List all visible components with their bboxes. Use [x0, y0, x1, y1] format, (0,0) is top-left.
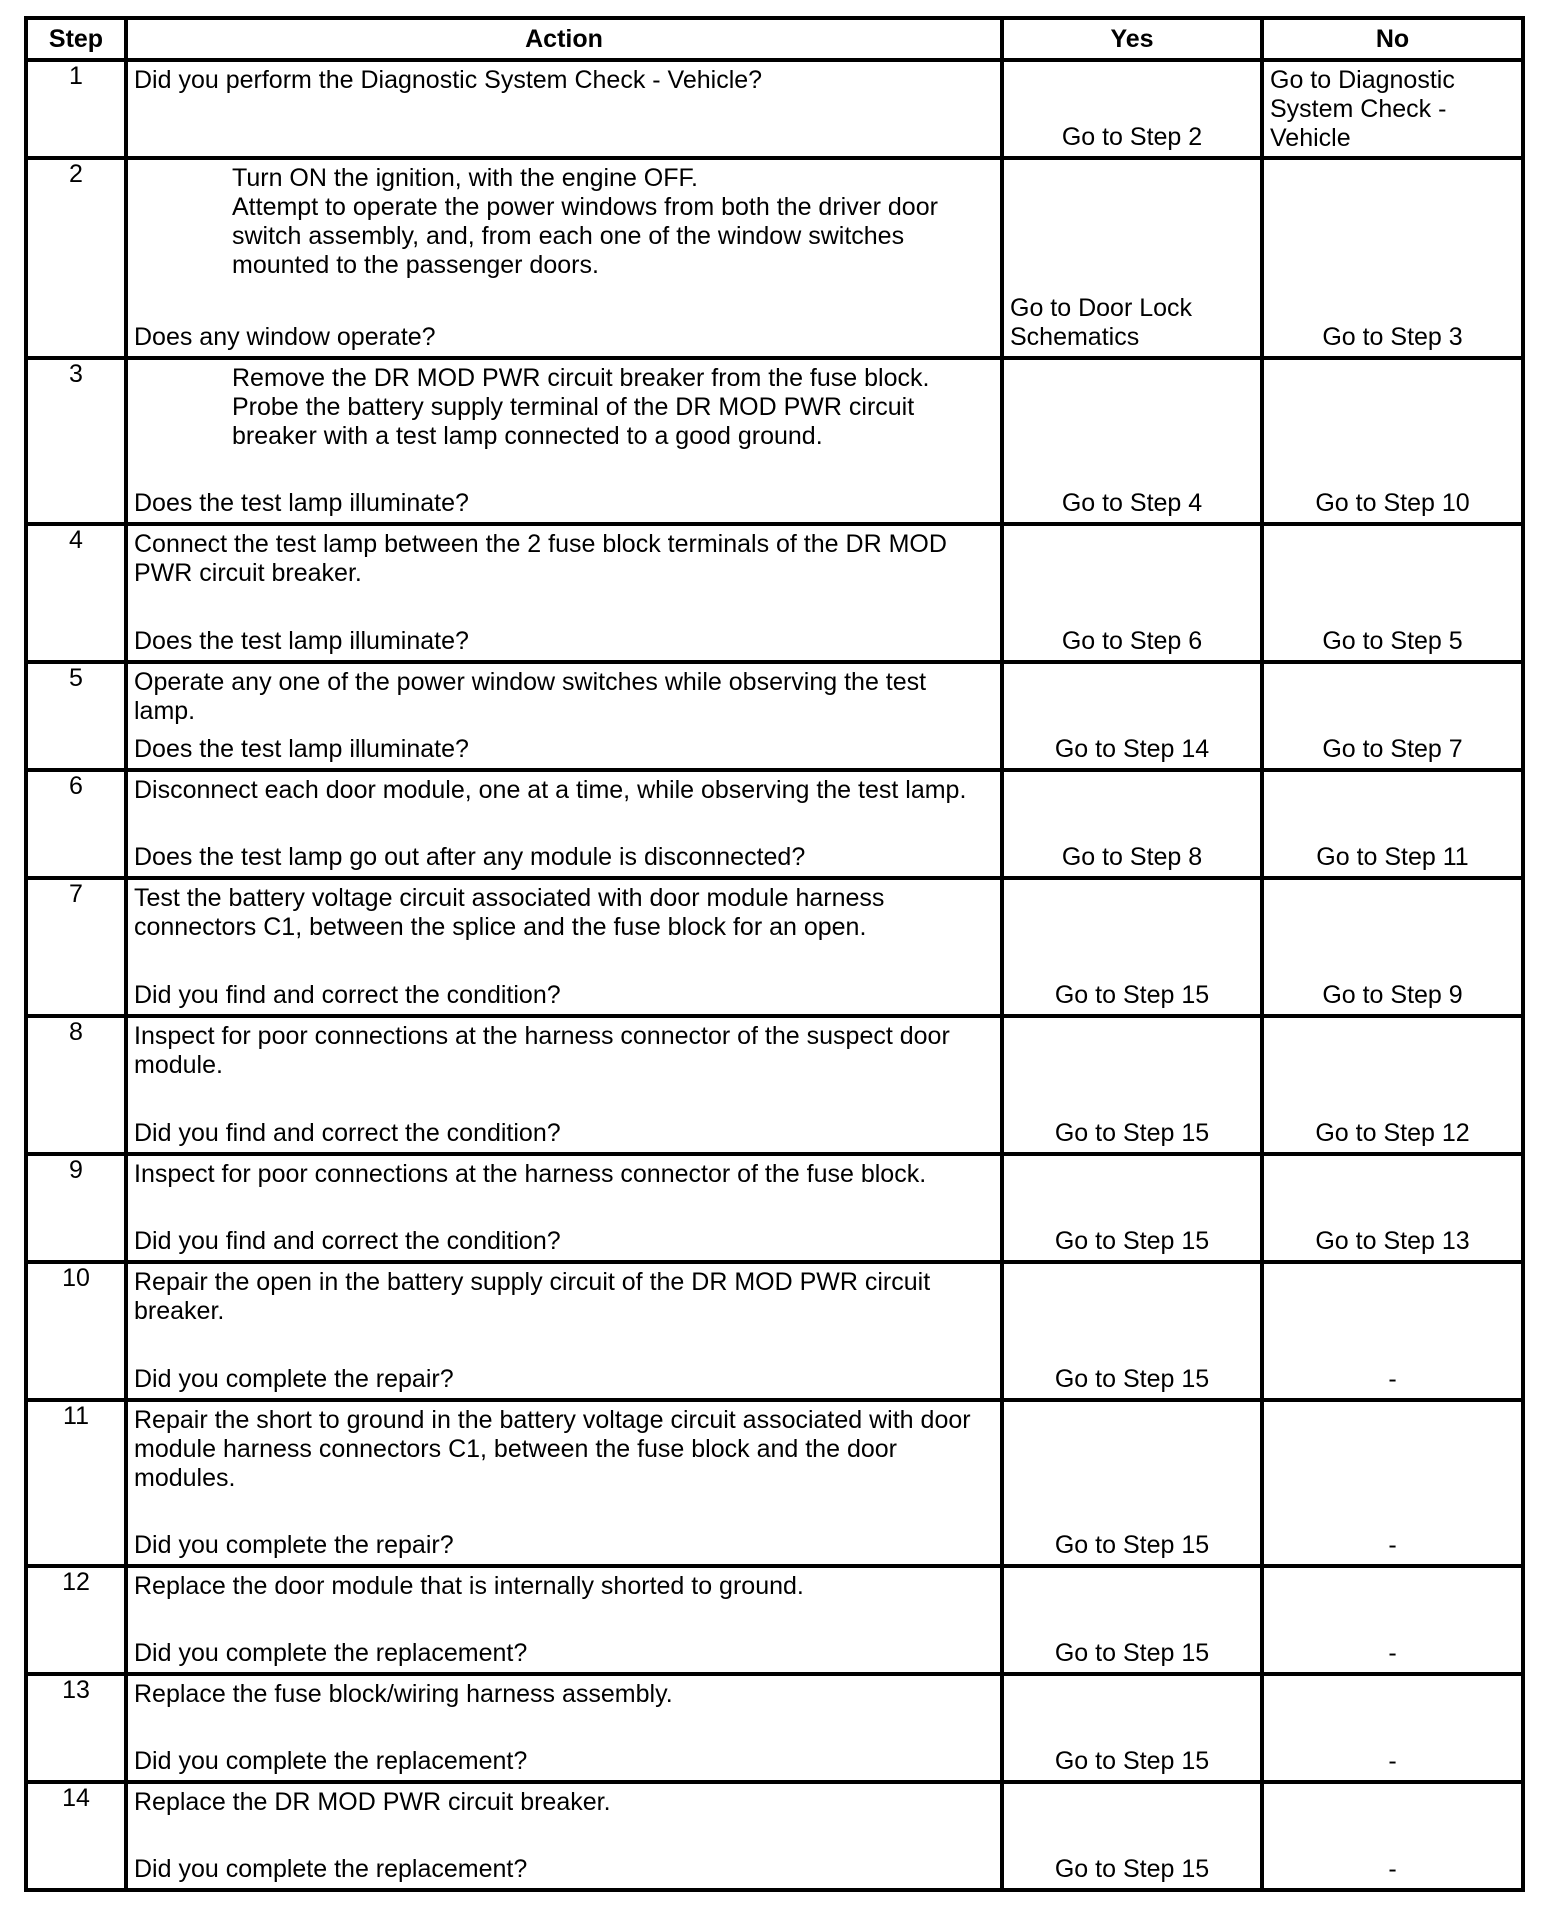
no-cell	[1262, 770, 1523, 878]
yes-action: Go to Step 15	[1054, 981, 1210, 1009]
header-action: Action	[126, 18, 1002, 60]
action-cell	[126, 1154, 1002, 1262]
table-row	[26, 1262, 1523, 1400]
yes-action: Go to Step 15	[1054, 1531, 1210, 1559]
instruction-text: Replace the door module that is internally shorted to ground.	[134, 1572, 804, 1600]
no-action: -	[1388, 1747, 1397, 1775]
no-cell	[1262, 1782, 1523, 1890]
question-text: Did you complete the repair?	[134, 1531, 454, 1559]
instruction-text: Inspect for poor connections at the harness connector of the suspect door module.	[134, 1022, 950, 1079]
table-row	[26, 1400, 1523, 1566]
table-row	[26, 158, 1523, 358]
instruction-text: Repair the short to ground in the battery voltage circuit associated with door module harness connectors C1, between the fuse block and the door modules.	[134, 1406, 971, 1492]
table-row	[26, 1782, 1523, 1890]
action-instructions	[134, 1680, 994, 1709]
no-cell	[1262, 1566, 1523, 1674]
no-cell	[1262, 1674, 1523, 1782]
step-number: 9	[26, 1154, 126, 1262]
no-action: Go to Step 5	[1322, 627, 1463, 655]
yes-cell	[1002, 1400, 1262, 1566]
no-action: Go to Diagnostic System Check - Vehicle	[1270, 66, 1455, 152]
action-cell	[126, 1782, 1002, 1890]
action-instructions	[134, 164, 994, 280]
step-number: 6	[26, 770, 126, 878]
question-text: Did you find and correct the condition?	[134, 1227, 561, 1255]
table-row	[26, 60, 1523, 158]
no-cell	[1262, 1154, 1523, 1262]
step-number: 2	[26, 158, 126, 358]
yes-action: Go to Step 14	[1054, 735, 1210, 763]
no-action: Go to Step 7	[1322, 735, 1463, 763]
header-yes: Yes	[1002, 18, 1262, 60]
yes-cell	[1002, 158, 1262, 358]
step-number: 11	[26, 1400, 126, 1566]
table-row	[26, 1674, 1523, 1782]
instruction-text: Repair the open in the battery supply circuit of the DR MOD PWR circuit breaker.	[134, 1268, 931, 1325]
yes-cell	[1002, 770, 1262, 878]
no-cell	[1262, 158, 1523, 358]
step-number: 5	[26, 662, 126, 770]
diagnostic-table	[24, 16, 1525, 1892]
instruction-text: Replace the fuse block/wiring harness assembly.	[134, 1680, 673, 1708]
action-cell	[126, 1566, 1002, 1674]
table-row	[26, 1154, 1523, 1262]
action-instructions	[134, 668, 994, 726]
question-text: Did you find and correct the condition?	[134, 1119, 561, 1147]
step-number: 1	[26, 60, 126, 158]
no-cell	[1262, 662, 1523, 770]
action-instructions	[134, 364, 994, 451]
no-cell	[1262, 1400, 1523, 1566]
yes-action: Go to Step 15	[1054, 1639, 1210, 1667]
yes-action: Go to Door Lock Schematics	[1010, 294, 1193, 351]
question-text: Did you complete the replacement?	[134, 1855, 528, 1883]
step-number: 14	[26, 1782, 126, 1890]
step-number: 10	[26, 1262, 126, 1400]
yes-action: Go to Step 2	[1061, 123, 1203, 151]
action-instructions	[134, 530, 994, 588]
action-instructions	[134, 1788, 994, 1817]
table-row	[26, 662, 1523, 770]
question-text: Did you perform the Diagnostic System Check - Vehicle?	[134, 66, 763, 94]
header-step: Step	[26, 18, 126, 60]
no-action: -	[1388, 1365, 1397, 1393]
question-text: Does the test lamp go out after any module is disconnected?	[134, 843, 806, 871]
instruction-text: Operate any one of the power window switches while observing the test lamp.	[134, 668, 927, 725]
yes-action: Go to Step 4	[1061, 489, 1203, 517]
instruction-text: Inspect for poor connections at the harness connector of the fuse block.	[134, 1160, 927, 1188]
instruction-text: Probe the battery supply terminal of the DR MOD PWR circuit breaker with a test lamp connected to a good ground.	[232, 393, 915, 450]
yes-action: Go to Step 15	[1054, 1365, 1210, 1393]
step-number: 4	[26, 524, 126, 662]
question-text: Did you complete the repair?	[134, 1365, 454, 1393]
yes-cell	[1002, 1016, 1262, 1154]
step-number: 12	[26, 1566, 126, 1674]
yes-action: Go to Step 15	[1054, 1747, 1210, 1775]
question-text: Did you find and correct the condition?	[134, 981, 561, 1009]
no-cell	[1262, 524, 1523, 662]
yes-cell	[1002, 524, 1262, 662]
yes-action: Go to Step 15	[1054, 1855, 1210, 1883]
step-number: 8	[26, 1016, 126, 1154]
table-row	[26, 1016, 1523, 1154]
yes-cell	[1002, 1566, 1262, 1674]
table-row	[26, 524, 1523, 662]
action-instructions	[134, 1268, 994, 1326]
yes-cell	[1002, 1674, 1262, 1782]
action-instructions	[134, 1022, 994, 1080]
table-row	[26, 878, 1523, 1016]
action-cell	[126, 1262, 1002, 1400]
action-cell	[126, 524, 1002, 662]
question-text: Did you complete the replacement?	[134, 1639, 528, 1667]
instruction-text: Connect the test lamp between the 2 fuse block terminals of the DR MOD PWR circuit breaker.	[134, 530, 947, 587]
no-action: Go to Step 9	[1322, 981, 1463, 1009]
yes-cell	[1002, 1782, 1262, 1890]
table-row	[26, 1566, 1523, 1674]
action-cell	[126, 1016, 1002, 1154]
action-cell	[126, 1674, 1002, 1782]
yes-action: Go to Step 8	[1061, 843, 1203, 871]
question-text: Does the test lamp illuminate?	[134, 627, 469, 655]
no-action: Go to Step 11	[1316, 843, 1469, 871]
yes-cell	[1002, 1262, 1262, 1400]
action-instructions	[134, 1160, 994, 1189]
no-cell	[1262, 60, 1523, 158]
instruction-text: Attempt to operate the power windows from both the driver door switch assembly, and, from each one of the window switches mounted to the passenger doors.	[232, 193, 938, 279]
step-number: 7	[26, 878, 126, 1016]
instruction-text: Disconnect each door module, one at a time, while observing the test lamp.	[134, 776, 967, 804]
yes-action: Go to Step 15	[1054, 1227, 1210, 1255]
action-cell	[126, 770, 1002, 878]
action-cell	[126, 878, 1002, 1016]
no-cell	[1262, 1016, 1523, 1154]
header-row	[26, 18, 1523, 60]
no-action: -	[1388, 1855, 1397, 1883]
header-no: No	[1262, 18, 1523, 60]
question-text: Does any window operate?	[134, 323, 436, 351]
question-text: Did you complete the replacement?	[134, 1747, 528, 1775]
action-instructions	[134, 1406, 994, 1493]
yes-action: Go to Step 15	[1054, 1119, 1210, 1147]
action-cell	[126, 158, 1002, 358]
no-action: Go to Step 13	[1315, 1227, 1470, 1255]
no-action: Go to Step 3	[1322, 323, 1463, 351]
action-cell	[126, 60, 1002, 158]
action-cell	[126, 662, 1002, 770]
table-row	[26, 358, 1523, 524]
yes-cell	[1002, 358, 1262, 524]
instruction-text: Turn ON the ignition, with the engine OFF.	[232, 164, 698, 192]
action-cell	[126, 1400, 1002, 1566]
no-cell	[1262, 358, 1523, 524]
action-instructions	[134, 776, 994, 805]
yes-cell	[1002, 60, 1262, 158]
instruction-text: Replace the DR MOD PWR circuit breaker.	[134, 1788, 611, 1816]
table-row	[26, 770, 1523, 878]
yes-cell	[1002, 878, 1262, 1016]
action-instructions	[134, 1572, 994, 1601]
yes-cell	[1002, 662, 1262, 770]
instruction-text: Test the battery voltage circuit associated with door module harness connectors C1, between the splice and the fuse block for an open.	[134, 884, 885, 941]
question-text: Does the test lamp illuminate?	[134, 735, 469, 763]
no-action: -	[1388, 1639, 1397, 1667]
action-cell	[126, 358, 1002, 524]
no-action: Go to Step 12	[1315, 1119, 1470, 1147]
no-action: Go to Step 10	[1315, 489, 1470, 517]
no-cell	[1262, 1262, 1523, 1400]
yes-action: Go to Step 6	[1061, 627, 1203, 655]
action-instructions	[134, 884, 994, 942]
question-text: Does the test lamp illuminate?	[134, 489, 469, 517]
step-number: 13	[26, 1674, 126, 1782]
no-action: -	[1388, 1531, 1397, 1559]
yes-cell	[1002, 1154, 1262, 1262]
instruction-text: Remove the DR MOD PWR circuit breaker from the fuse block.	[232, 364, 930, 392]
step-number: 3	[26, 358, 126, 524]
no-cell	[1262, 878, 1523, 1016]
